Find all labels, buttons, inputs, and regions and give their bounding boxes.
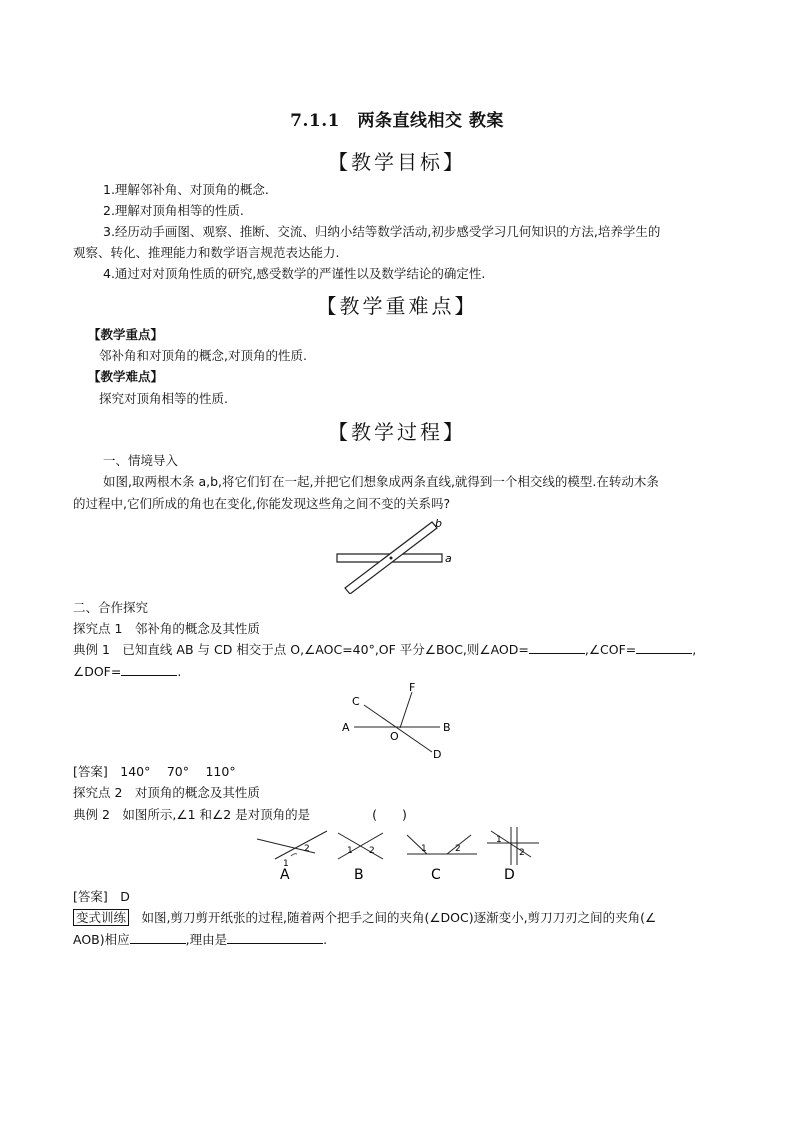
fig2-label-O: O [390, 730, 399, 743]
fig2-label-D: D [433, 748, 442, 760]
example2-line [73, 805, 407, 825]
variation-text-2c: . [323, 932, 328, 947]
fig2-label-B: B [443, 721, 451, 734]
option-b-diagram [338, 833, 383, 883]
example1-text-c: , [692, 642, 697, 657]
blank-reason[interactable] [227, 930, 323, 944]
fig1-label-a: a [445, 552, 452, 565]
option-d-label: D [504, 867, 515, 883]
option-c-angle-2: 2 [455, 844, 461, 854]
objective-item-3: 3.经历动手画图、观察、推断、交流、归纳小结等数学活动,初步感受学习几何知识的方法,培养学生的 [103, 224, 661, 239]
example2-text: 典例 2 如图所示,∠1 和∠2 是对顶角的是 [73, 807, 311, 822]
option-c-angle-1: 1 [421, 844, 427, 854]
figure-intersecting-lines [340, 680, 470, 760]
variation-text-2a: AOB)相应 [73, 932, 130, 947]
option-a-diagram [257, 831, 327, 883]
variation-line2 [73, 930, 327, 950]
focus-label: 【教学重点】 [88, 327, 164, 342]
fig2-label-C: C [352, 695, 360, 708]
option-b-angle-1: 1 [347, 846, 353, 856]
objective-item-3-cont: 观察、转化、推理能力和数学语言规范表达能力. [73, 245, 340, 260]
figure-wooden-sticks [332, 518, 462, 594]
fig2-label-A: A [342, 721, 350, 734]
fig2-label-F: F [409, 681, 416, 694]
answer-2: [答案] D [73, 889, 130, 904]
inquiry-point-2: 探究点 2 对顶角的概念及其性质 [73, 785, 260, 800]
section-heading-keypoints: 【教学重难点】 [316, 294, 478, 318]
example1-text-b: ,∠COF= [584, 642, 637, 657]
example1-line2 [73, 662, 181, 682]
fig1-label-b: b [435, 518, 442, 530]
blank-aod[interactable] [529, 640, 585, 654]
variation-label: 变式训练 [73, 909, 129, 926]
option-d-angle-1: 1 [496, 835, 502, 845]
figure-angle-options [255, 823, 555, 883]
inquiry-point-1: 探究点 1 邻补角的概念及其性质 [73, 621, 260, 636]
option-c-diagram [407, 835, 477, 883]
option-b-label: B [354, 867, 364, 883]
option-a-angle-2: 2 [304, 844, 310, 854]
focus-text: 邻补角和对顶角的概念,对顶角的性质. [99, 348, 307, 363]
example2-answer-paren: ( ) [372, 807, 407, 822]
option-b-angle-2: 2 [369, 846, 375, 856]
variation-line1 [73, 908, 656, 928]
example1-text-a: 典例 1 已知直线 AB 与 CD 相交于点 O,∠AOC=40°,OF 平分∠BOC,则∠AOD= [73, 642, 529, 657]
difficulty-text: 探究对顶角相等的性质. [99, 391, 228, 406]
variation-text-1: 如图,剪刀剪开纸张的过程,随着两个把手之间的夹角(∠DOC)逐渐变小,剪刀刀刃之间的夹角(∠ [129, 910, 657, 925]
option-a-label: A [280, 867, 290, 883]
objective-item-4: 4.通过对对顶角性质的研究,感受数学的严谨性以及数学结论的确定性. [103, 266, 486, 281]
example1-line1 [73, 640, 696, 660]
blank-dof[interactable] [121, 662, 177, 676]
option-c-label: C [431, 867, 441, 883]
part2-title: 二、合作探究 [73, 600, 149, 615]
section-heading-process: 【教学过程】 [328, 420, 466, 444]
part1-text-line1: 如图,取两根木条 a,b,将它们钉在一起,并把它们想象成两条直线,就得到一个相交线的模型.在转动木条 [103, 474, 659, 489]
option-d-diagram [487, 827, 539, 883]
part1-title: 一、情境导入 [103, 453, 179, 468]
blank-change[interactable] [130, 930, 186, 944]
example1-text-e: . [177, 664, 182, 679]
part1-text-line2: 的过程中,它们所成的角也在变化,你能发现这些角之间不变的关系吗? [73, 496, 451, 511]
answer-1: [答案] 140° 70° 110° [73, 764, 236, 779]
page-title: 7.1.1 两条直线相交 教案 [290, 111, 504, 131]
difficulty-label: 【教学难点】 [88, 369, 164, 384]
example1-text-d: ∠DOF= [73, 664, 122, 679]
section-heading-objectives: 【教学目标】 [328, 150, 466, 174]
option-d-angle-2: 2 [519, 848, 525, 858]
variation-text-2b: ,理由是 [185, 932, 228, 947]
objective-item-1: 1.理解邻补角、对顶角的概念. [103, 182, 269, 197]
option-a-angle-1: 1 [283, 859, 289, 869]
objective-item-2: 2.理解对顶角相等的性质. [103, 203, 244, 218]
blank-cof[interactable] [636, 640, 692, 654]
